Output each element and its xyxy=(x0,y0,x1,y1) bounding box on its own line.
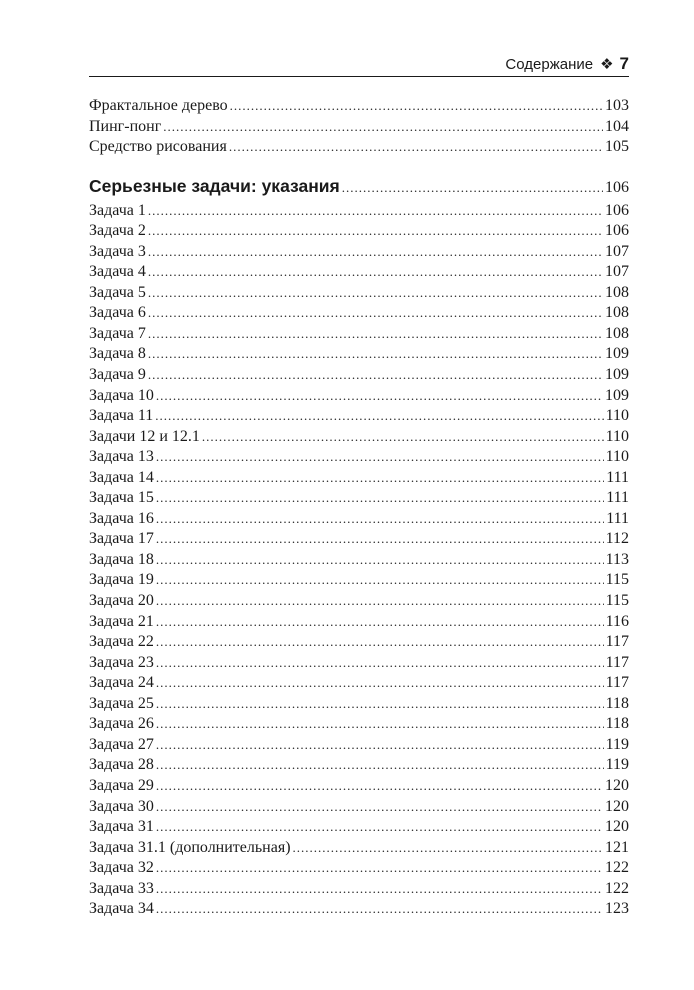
toc-entry[interactable] xyxy=(89,221,629,242)
toc-entry-page: 117 xyxy=(605,653,629,671)
toc-entry[interactable] xyxy=(89,570,629,591)
toc-entry[interactable] xyxy=(89,324,629,345)
toc-entry-page: 115 xyxy=(605,592,629,610)
toc-entry-page: 111 xyxy=(606,468,629,486)
dot-leader xyxy=(156,632,604,652)
dot-leader xyxy=(148,365,603,385)
dot-leader xyxy=(342,178,603,198)
toc-entry-label: Задача 3 xyxy=(89,242,146,260)
dot-leader xyxy=(148,344,603,364)
toc-entry-page: 116 xyxy=(605,612,629,630)
toc-entry[interactable] xyxy=(89,735,629,756)
toc-entry-page: 115 xyxy=(605,571,629,589)
toc-entry-page: 109 xyxy=(605,386,629,404)
toc-entry-label: Задача 29 xyxy=(89,776,154,794)
toc-entry[interactable] xyxy=(89,694,629,715)
toc-entry-label: Задача 34 xyxy=(89,900,154,918)
toc-entry[interactable] xyxy=(89,117,629,138)
dot-leader xyxy=(293,838,603,858)
toc-entry-label: Задача 26 xyxy=(89,715,154,733)
toc-section-heading[interactable] xyxy=(89,176,629,201)
toc-entry-page: 117 xyxy=(605,674,629,692)
dot-leader xyxy=(156,570,604,590)
toc-entry[interactable] xyxy=(89,386,629,407)
dot-leader xyxy=(202,427,604,447)
dot-leader xyxy=(148,283,603,303)
toc-entry-page: 122 xyxy=(605,879,629,897)
toc-entry[interactable] xyxy=(89,365,629,386)
toc-entry-label: Задача 13 xyxy=(89,448,154,466)
toc-entry[interactable] xyxy=(89,858,629,879)
dot-leader xyxy=(148,221,603,241)
toc-entry-label: Задача 24 xyxy=(89,674,154,692)
toc-entry-page: 105 xyxy=(605,138,629,156)
toc-entry-label: Пинг-понг xyxy=(89,117,162,135)
dot-leader xyxy=(163,117,603,137)
toc-entry[interactable] xyxy=(89,755,629,776)
toc-entry-label: Задача 22 xyxy=(89,633,154,651)
toc-entry-label: Задача 16 xyxy=(89,509,154,527)
toc-entry-page: 110 xyxy=(605,427,629,445)
toc-entry[interactable] xyxy=(89,447,629,468)
toc-entry-label: Задача 17 xyxy=(89,530,154,548)
dot-leader xyxy=(156,509,604,529)
toc-entry[interactable] xyxy=(89,879,629,900)
toc-entry-page: 108 xyxy=(605,324,629,342)
toc-entry-page: 120 xyxy=(605,797,629,815)
toc-entry-label: Задача 30 xyxy=(89,797,154,815)
toc-entry[interactable] xyxy=(89,632,629,653)
toc-entry[interactable] xyxy=(89,797,629,818)
dot-leader xyxy=(156,694,604,714)
toc-entry-label: Задача 28 xyxy=(89,756,154,774)
toc-entry-page: 108 xyxy=(605,304,629,322)
toc-entry-label: Задачи 12 и 12.1 xyxy=(89,427,200,445)
dot-leader xyxy=(156,386,603,406)
dot-leader xyxy=(156,653,604,673)
toc-entry[interactable] xyxy=(89,488,629,509)
dot-leader xyxy=(230,96,603,116)
toc-entry[interactable] xyxy=(89,427,629,448)
toc-entry-page: 121 xyxy=(605,838,629,856)
toc-entry-page: 120 xyxy=(605,818,629,836)
toc-entry-page: 106 xyxy=(605,201,629,219)
toc-entry-page: 123 xyxy=(605,900,629,918)
toc-entry[interactable] xyxy=(89,591,629,612)
page-number: 7 xyxy=(619,54,629,73)
toc-entry[interactable] xyxy=(89,344,629,365)
toc-entry-label: Задача 1 xyxy=(89,201,146,219)
toc-entry[interactable] xyxy=(89,653,629,674)
running-head-title: Содержание xyxy=(505,56,594,73)
toc-entry[interactable] xyxy=(89,137,629,158)
toc-entry[interactable] xyxy=(89,899,629,920)
toc-entry-label: Задача 6 xyxy=(89,304,146,322)
dot-leader xyxy=(148,324,603,344)
dot-leader xyxy=(156,550,604,570)
dot-leader xyxy=(156,776,603,796)
dot-leader xyxy=(156,714,604,734)
toc-entry-label: Задача 31 xyxy=(89,818,154,836)
dot-leader xyxy=(156,591,604,611)
dot-leader xyxy=(155,406,603,426)
toc-entry[interactable] xyxy=(89,303,629,324)
toc-entry-label: Задача 23 xyxy=(89,653,154,671)
toc-entry-label: Задача 20 xyxy=(89,592,154,610)
toc-entry-page: 106 xyxy=(605,222,629,240)
toc-entry[interactable] xyxy=(89,283,629,304)
dot-leader xyxy=(156,447,604,467)
toc-entry-label: Задача 7 xyxy=(89,324,146,342)
toc-entry[interactable] xyxy=(89,776,629,797)
toc-entry[interactable] xyxy=(89,714,629,735)
toc-entry-page: 111 xyxy=(606,489,629,507)
toc-entry-label: Задача 19 xyxy=(89,571,154,589)
toc-entry-label: Задача 14 xyxy=(89,468,154,486)
dot-leader xyxy=(156,468,604,488)
section-gap xyxy=(89,158,629,176)
toc-entry-page: 118 xyxy=(605,694,629,712)
toc-entry-page: 109 xyxy=(605,366,629,384)
toc-entry-label: Задача 10 xyxy=(89,386,154,404)
toc-entry-page: 112 xyxy=(605,530,629,548)
toc-entry[interactable] xyxy=(89,262,629,283)
dot-leader xyxy=(156,755,604,775)
toc-entry-page: 109 xyxy=(605,345,629,363)
toc-entry-page: 110 xyxy=(605,407,629,425)
toc-entry-label: Задача 4 xyxy=(89,263,146,281)
toc-entry-label: Задача 5 xyxy=(89,283,146,301)
toc-entry[interactable] xyxy=(89,406,629,427)
toc-entry-label: Фрактальное дерево xyxy=(89,97,228,114)
dot-leader xyxy=(156,899,603,919)
toc-entry-label: Задача 25 xyxy=(89,694,154,712)
toc-entry-page: 120 xyxy=(605,776,629,794)
toc-entry-label: Задача 18 xyxy=(89,550,154,568)
toc-entry-label: Задача 27 xyxy=(89,735,154,753)
toc-entry-page: 107 xyxy=(605,263,629,281)
toc-entry-label: Задача 15 xyxy=(89,489,154,507)
toc-entry-page: 104 xyxy=(605,117,629,135)
toc-entry[interactable] xyxy=(89,242,629,263)
dot-leader xyxy=(148,201,603,221)
toc-entry-label: Задача 9 xyxy=(89,366,146,384)
toc-entry-page: 118 xyxy=(605,715,629,733)
toc-entry[interactable] xyxy=(89,468,629,489)
toc-entry-page: 108 xyxy=(605,283,629,301)
toc-entry-label: Задача 21 xyxy=(89,612,154,630)
dot-leader xyxy=(156,858,603,878)
toc-entry-label: Задача 32 xyxy=(89,859,154,877)
dot-leader xyxy=(156,673,604,693)
dot-leader xyxy=(156,817,603,837)
toc-entry-label: Задача 2 xyxy=(89,222,146,240)
dot-leader xyxy=(156,735,604,755)
toc-entry-page: 122 xyxy=(605,859,629,877)
dot-leader xyxy=(148,262,603,282)
toc-entry-page: 119 xyxy=(605,735,629,753)
table-of-contents xyxy=(89,96,629,920)
toc-entry[interactable] xyxy=(89,838,629,859)
dot-leader xyxy=(156,612,604,632)
toc-entry-page: 107 xyxy=(605,242,629,260)
dot-leader xyxy=(148,303,603,323)
toc-first-entries xyxy=(89,96,629,158)
four-diamond-ornament-icon: ❖ xyxy=(600,56,614,73)
toc-entry-label: Задача 31.1 (дополнительная) xyxy=(89,838,291,856)
toc-heading-page: 106 xyxy=(605,178,629,196)
toc-entry[interactable] xyxy=(89,509,629,530)
header-rule xyxy=(89,76,629,77)
toc-entry-page: 110 xyxy=(605,448,629,466)
toc-entry-label: Задача 8 xyxy=(89,345,146,363)
toc-entry[interactable] xyxy=(89,612,629,633)
toc-entry[interactable] xyxy=(89,817,629,838)
dot-leader xyxy=(156,879,603,899)
running-head xyxy=(89,54,629,74)
dot-leader xyxy=(229,137,603,157)
toc-entry-label: Задача 33 xyxy=(89,879,154,897)
toc-entry-page: 103 xyxy=(605,97,629,114)
toc-entries xyxy=(89,201,629,920)
toc-entry-page: 119 xyxy=(605,756,629,774)
toc-entry-page: 113 xyxy=(605,550,629,568)
toc-entry-page: 111 xyxy=(606,509,629,527)
toc-entry[interactable] xyxy=(89,96,629,117)
toc-entry[interactable] xyxy=(89,529,629,550)
toc-entry-page: 117 xyxy=(605,633,629,651)
toc-heading-label: Серьезные задачи: указания xyxy=(89,175,340,196)
dot-leader xyxy=(156,488,604,508)
toc-entry[interactable] xyxy=(89,673,629,694)
dot-leader xyxy=(156,529,604,549)
toc-entry-label: Средство рисования xyxy=(89,138,227,156)
dot-leader xyxy=(156,797,603,817)
toc-entry-label: Задача 11 xyxy=(89,407,154,425)
toc-entry[interactable] xyxy=(89,201,629,222)
dot-leader xyxy=(148,242,603,262)
toc-entry[interactable] xyxy=(89,550,629,571)
